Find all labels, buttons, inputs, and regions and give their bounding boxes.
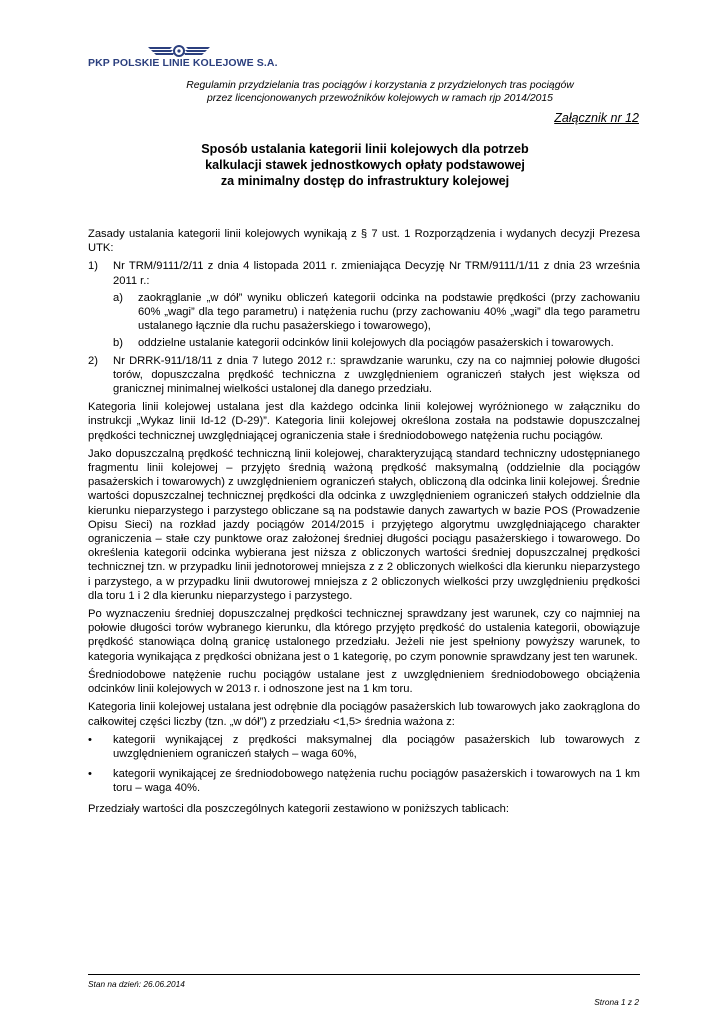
sub-list-item (113, 336, 640, 350)
bullet-item (88, 767, 640, 795)
list-text: Nr TRM/9111/2/11 z dnia 4 listopada 2011 r. zmieniająca Decyzję Nr TRM/9111/1/11 z dnia 23 września 2011 r.: (113, 260, 640, 287)
list-number: 2) (88, 354, 98, 367)
bullet-icon: • (88, 768, 92, 781)
list-letter: b) (113, 337, 123, 350)
list-number: 1) (88, 260, 98, 273)
document-body (88, 227, 640, 820)
paragraph: Średniodobowe natężenie ruchu pociągów ustalane jest z uwzględnieniem średniodobowego obciążenia odcinków linii kolejowych w 2013 r. i odnoszone jest na 1 km toru. (88, 668, 640, 696)
bullet-text: kategorii wynikającej ze średniodobowego natężenia ruchu pociągów pasażerskich i towarowych na 1 km toru – waga 40%. (113, 768, 640, 795)
title-line: za minimalny dostęp do infrastruktury kolejowej (220, 174, 510, 188)
intro-paragraph: Zasady ustalania kategorii linii kolejowych wynikają z § 7 ust. 1 Rozporządzenia i wydanych decyzji Prezesa UTK: (88, 228, 640, 255)
paragraph: Kategoria linii kolejowej ustalana jest odrębnie dla pociągów pasażerskich lub towarowych jako zaokrąglona do całkowitej części liczby (tzn. „w dół”) z przedziału <1,5> średnia ważona z: (88, 701, 640, 728)
company-logo (88, 44, 308, 70)
title-line: Sposób ustalania kategorii linii kolejowych dla potrzeb (201, 142, 529, 156)
list-text: zaokrąglanie „w dół” wyniku obliczeń kategorii odcinka na podstawie prędkości (przy zachowaniu 60% „wagi” dla tego parametru) i natężenia ruchu (przy zachowaniu 40% „wagi” dla tego parametru ustalanego łącznie dla ruchu pasażerskiego i towarowego), (138, 291, 640, 333)
attachment-number: Załącznik nr 12 (554, 111, 639, 125)
bullet-item (88, 733, 640, 761)
page-number: Strona 1 z 2 (594, 997, 639, 1007)
sub-list (113, 291, 640, 351)
paragraph: Przedziały wartości dla poszczególnych kategorii zestawiono w poniższych tablicach: (88, 802, 509, 815)
list-text: oddzielne ustalanie kategorii odcinków linii kolejowych dla pociągów pasażerskich i towarowych. (138, 337, 614, 350)
sub-list-item (113, 291, 640, 334)
bullet-icon: • (88, 733, 92, 746)
subtitle-line: Regulamin przydzielania tras pociągów i korzystania z przydzielonych tras pociągów (186, 80, 574, 91)
list-letter: a) (113, 291, 123, 304)
paragraph: Po wyznaczeniu średniej dopuszczalnej prędkości technicznej sprawdzany jest warunek, czy co najmniej na połowie długości torów wybranego kierunku, dla którego przyjęto prędkość do ustalenia kategorii, obowiązuje prędkość stanowiąca dolną granicę ustalonego przedziału. Jeżeli nie jest spełniony powyższy warunek, to kategoria wynikająca z prędkości obniżana jest o 1 kategorię, po czym ponownie sprawdzany jest ten warunek. (88, 608, 640, 663)
paragraph: Jako dopuszczalną prędkość techniczną linii kolejowej, charakteryzującą standard techniczny udostępnianego fragmentu linii kolejowej – przyjęto średnią ważoną prędkość maksymalną (oddzielnie dla pociągów pasażerskich i towarowych) z uwzględnieniem ograniczeń stałych, obliczoną dla odcinka linii kolejowej. Średnie wartości dopuszczalnej technicznej prędkości dla odcinka z uwzględnieniem ograniczeń stałych oddzielnie dla kierunku nieparzystego i parzystego obliczane są na podstawie danych zawartych w bazie POS (Prowadzenie Opisu Sieci) na rozkład jazdy pociągów 2014/2015 i przyjętego algorytmu uwzględniającego charakter ograniczenia – stałe czy punktowe oraz założonej średniej długości pociągu pasażerskiego i towarowego. Do określenia kategorii odcinka wybierana jest niższa z obliczonych wartości średniej dopuszczalnej prędkości technicznej tzn. w przypadku linii jednotorowej mniejsza z z 2 obliczonych wielkości dla kierunku nieparzystego i parzystego, a w przypadku linii dwutorowej mniejsza z 2 obliczonych wielkości przy uwzględnieniu prędkości dla toru 1 i 2 dla kierunku nieparzystego i parzystego. (88, 447, 640, 602)
bullet-text: kategorii wynikającej z prędkości maksymalnej dla pociągów pasażerskich lub towarowych z uwzględnieniem ograniczeń stałych – waga 60%, (113, 733, 640, 760)
status-date: Stan na dzień: 26.06.2014 (88, 979, 185, 989)
paragraph: Kategoria linii kolejowej ustalana jest dla każdego odcinka linii kolejowej wyróżnionego w załączniku do instrukcji „Wykaz linii Id-12 (D-29)”. Kategoria linii kolejowej określona została na podstawie dopuszczalnej prędkości technicznej uwzględniającej ograniczenia stałe i średniodobowego natężenia ruchu pociągów. (88, 401, 640, 442)
title-line: kalkulacji stawek jednostkowych opłaty podstawowej (205, 158, 525, 172)
list-item (88, 259, 640, 287)
document-subtitle (100, 79, 660, 105)
footer-divider (88, 974, 640, 975)
winged-wheel-icon (146, 44, 212, 57)
subtitle-line: przez licencjonowanych przewoźników kolejowych w ramach rjp 2014/2015 (207, 93, 553, 104)
page-title (110, 141, 620, 189)
list-item (88, 354, 640, 397)
company-name: PKP POLSKIE LINIE KOLEJOWE S.A. (88, 57, 278, 69)
list-text: Nr DRRK-911/18/11 z dnia 7 lutego 2012 r.: sprawdzanie warunku, czy na co najmniej połowie długości torów, dopuszczalna prędkość techniczna z uwzględnieniem ograniczeń stałych jest większa od granicznej minimalnej wielkości ustalonej dla danego przedziału. (113, 354, 640, 396)
